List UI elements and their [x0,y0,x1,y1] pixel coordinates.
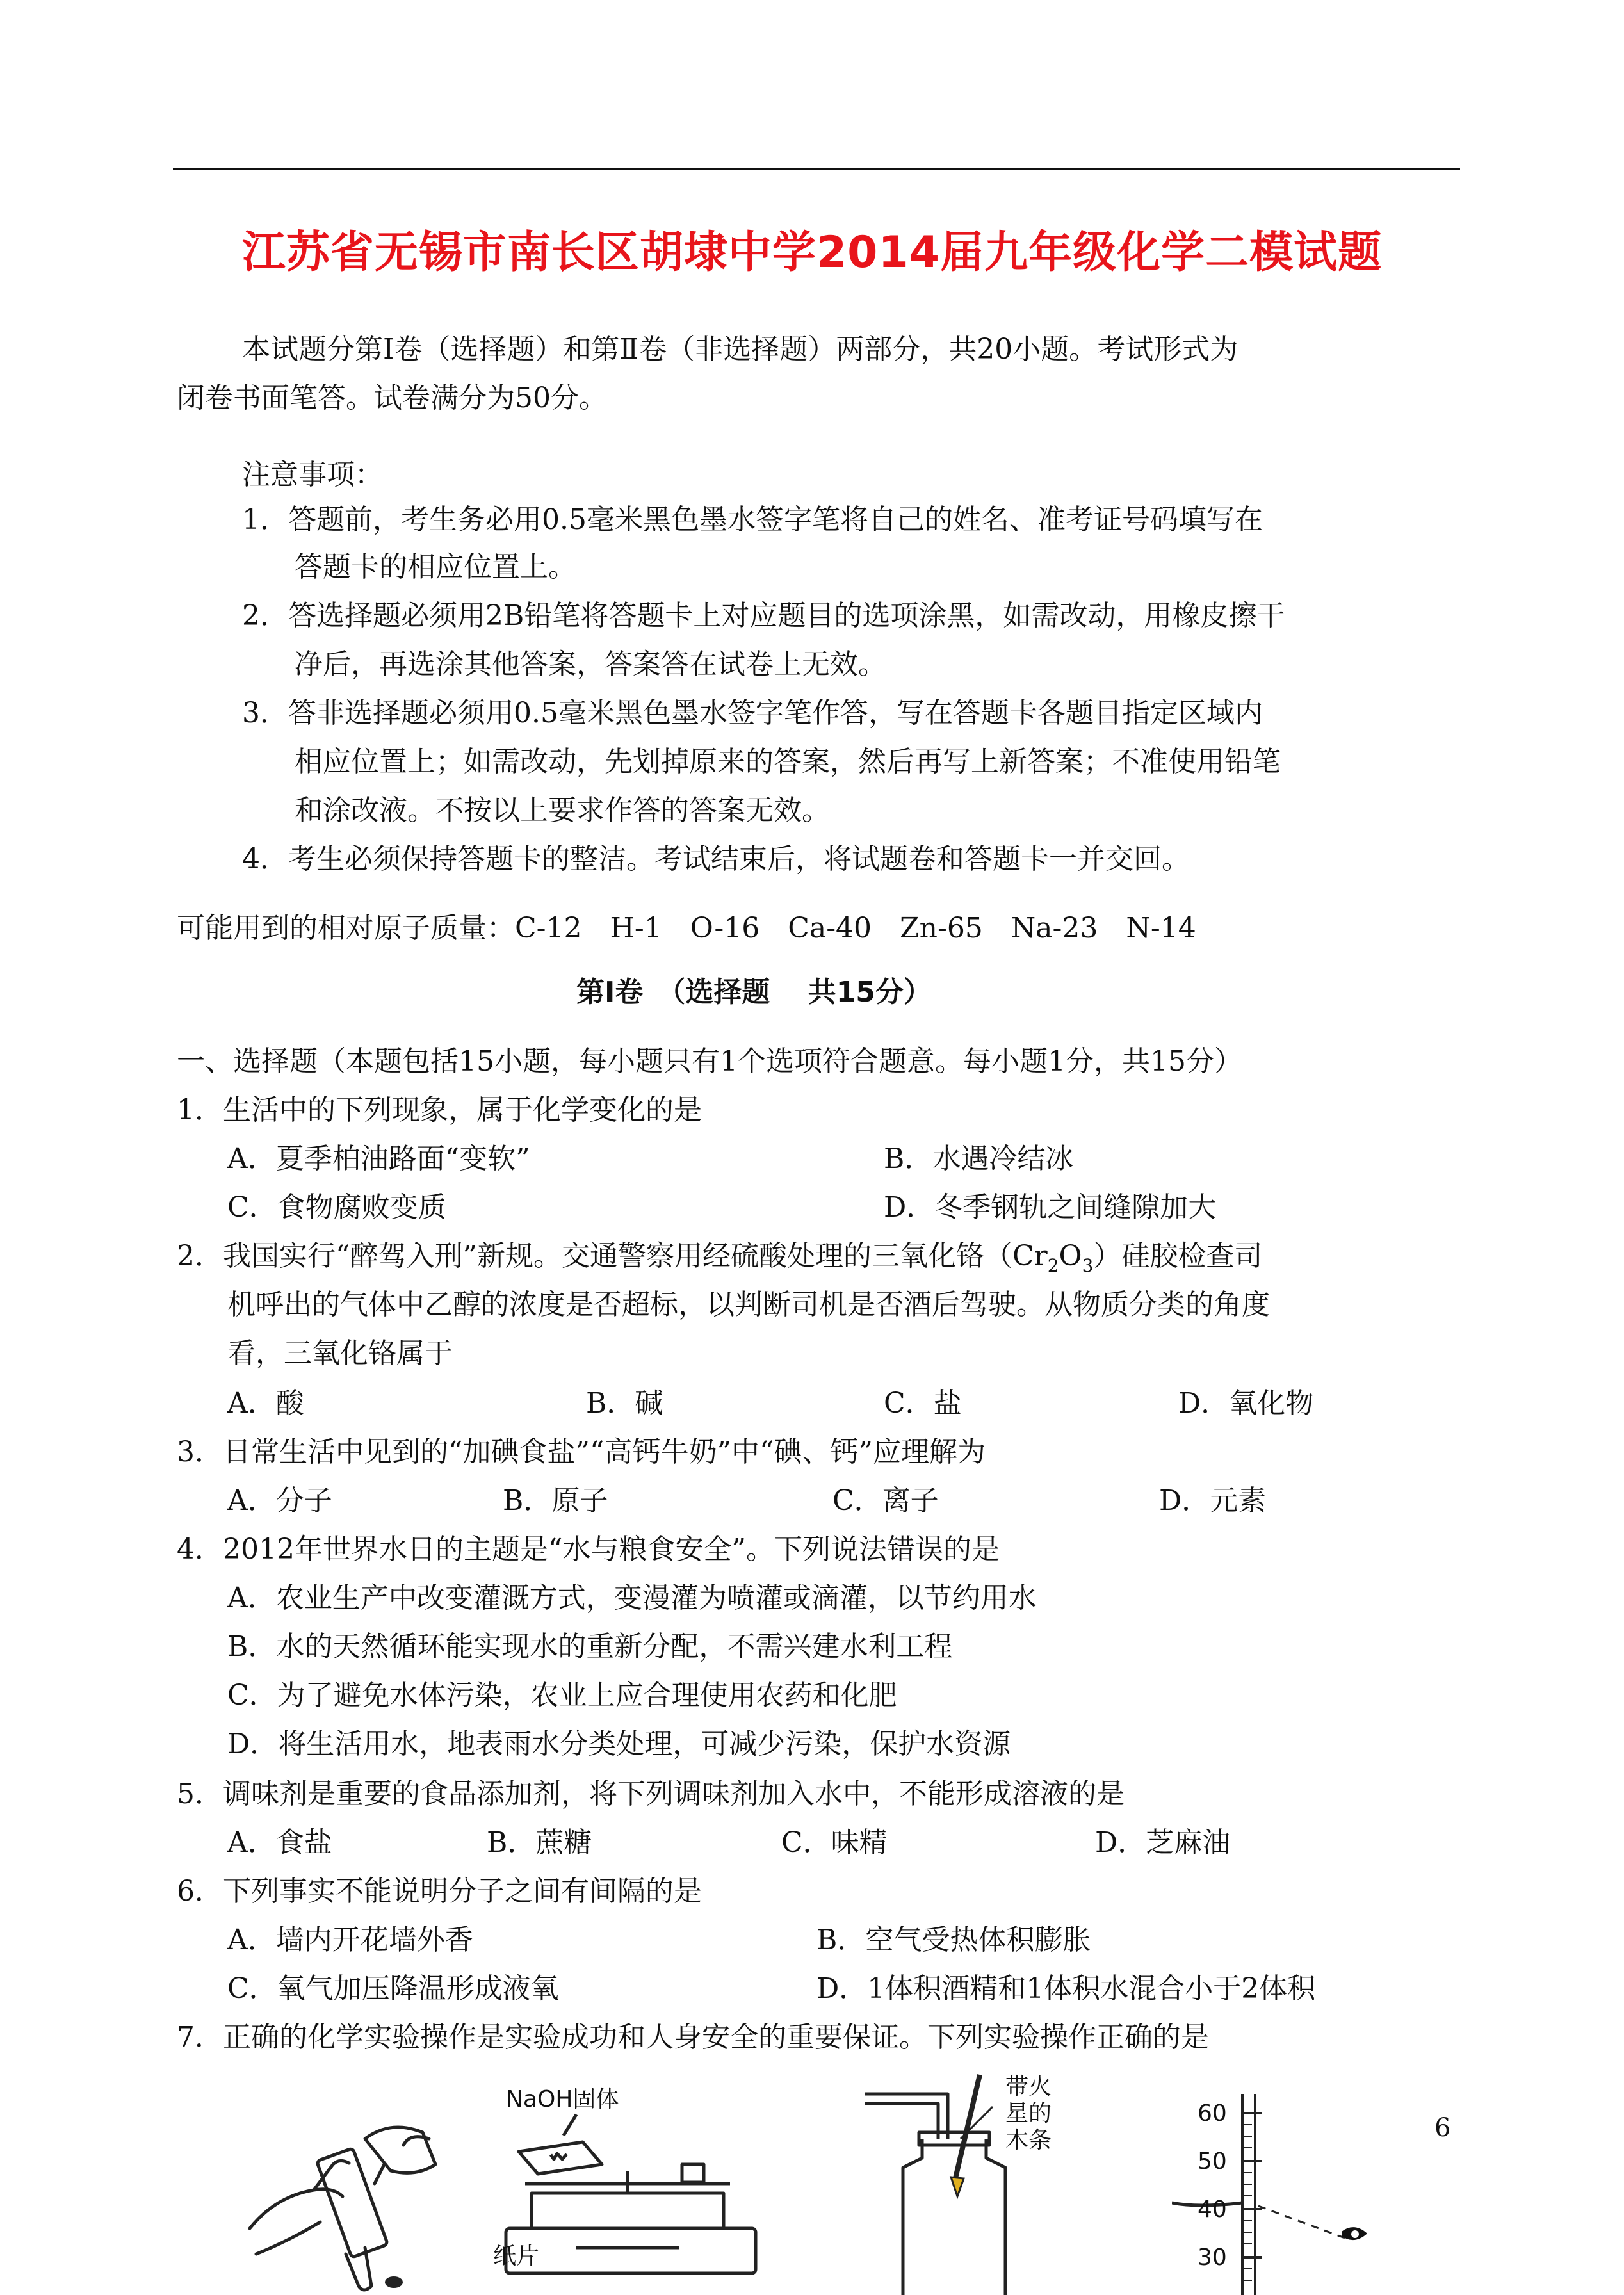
figure-cylinder-reading [1172,2094,1402,2295]
option-c: C．味精 [781,1826,888,1859]
option-d: D．元素 [1159,1484,1267,1517]
option-a: A．食盐 [227,1826,332,1859]
option-c: C．食物腐败变质 [227,1191,446,1224]
figure-gas-jar-splint [858,2068,1101,2295]
paper-label: 纸片 [493,2243,540,2269]
intro-line-2: 闭卷书面笔答。试卷满分为50分。 [177,382,607,414]
splint-label-1: 带火 [1005,2073,1052,2100]
question-stem: 1．生活中的下列现象，属于化学变化的是 [177,1094,702,1126]
question-stem-cont: 看，三氧化铬属于 [227,1337,453,1370]
cylinder-tick-30: 30 [1198,2244,1227,2271]
notice-item: 答题卡的相应位置上。 [295,551,576,583]
cylinder-tick-60: 60 [1198,2100,1227,2127]
option-a: A．墙内开花墙外香 [227,1924,473,1956]
cylinder-tick-40: 40 [1198,2196,1227,2223]
question-stem-cont: 机呼出的气体中乙醇的浓度是否超标，以判断司机是否酒后驾驶。从物质分类的角度 [227,1288,1270,1321]
option-c: C．为了避免水体污染，农业上应合理使用农药和化肥 [227,1679,897,1712]
section-title: 第Ⅰ卷 （选择题 共15分） [576,976,932,1009]
option-b: B．水的天然循环能实现水的重新分配，不需兴建水利工程 [227,1630,953,1663]
option-b: B．碱 [586,1387,663,1420]
option-b: B．原子 [503,1484,608,1517]
question-stem: 7．正确的化学实验操作是实验成功和人身安全的重要保证。下列实验操作正确的是 [177,2021,1209,2054]
option-b: B．空气受热体积膨胀 [816,1924,1091,1956]
option-b: B．水遇冷结冰 [884,1142,1074,1175]
question-stem [177,1237,1262,1285]
figure-balance-naoh [493,2081,768,2295]
option-c: C．离子 [832,1484,939,1517]
subscript: 2 [1047,1254,1059,1276]
option-a: A．农业生产中改变灌溉方式，变漫灌为喷灌或滴灌，以节约用水 [227,1582,1037,1614]
option-a: A．酸 [227,1387,304,1420]
notice-item: 净后，再选涂其他答案，答案答在试卷上无效。 [295,648,886,681]
subscript: 3 [1082,1254,1094,1276]
stem-text: O [1059,1240,1082,1272]
option-a: A．夏季柏油路面“变软” [227,1142,530,1175]
option-c: C．氧气加压降温形成液氧 [227,1972,559,2005]
question-stem: 6．下列事实不能说明分子之间有间隔的是 [177,1875,702,1908]
splint-label-3: 木条 [1005,2127,1052,2153]
question-stem: 5．调味剂是重要的食品添加剂，将下列调味剂加入水中，不能形成溶液的是 [177,1778,1125,1810]
stem-text: ）硅胶检查司 [1093,1240,1263,1272]
page-number: 6 [1434,2113,1451,2143]
section-instructions: 一、选择题（本题包括15小题，每小题只有1个选项符合题意。每小题1分，共15分） [177,1045,1242,1078]
option-d: D．1体积酒精和1体积水混合小于2体积 [816,1972,1316,2005]
question-stem: 3．日常生活中见到的“加碘食盐”“高钙牛奶”中“碘、钙”应理解为 [177,1436,986,1468]
notice-item: 和涂改液。不按以上要求作答的答案无效。 [295,794,830,827]
option-d: D．将生活用水，地表雨水分类处理，可减少污染，保护水资源 [227,1728,1011,1760]
option-d: D．芝麻油 [1095,1826,1231,1859]
splint-label-2: 星的 [1005,2100,1052,2127]
header-rule [173,168,1460,170]
notice-item: 2．答选择题必须用2B铅笔将答题卡上对应题目的选项涂黑，如需改动，用橡皮擦干 [242,599,1285,632]
stem-text: 2．我国实行“醉驾入刑”新规。交通警察用经硫酸处理的三氧化铬（Cr [177,1240,1048,1272]
notice-heading: 注意事项： [242,458,383,491]
option-d: D．冬季钢轨之间缝隙加大 [884,1191,1217,1224]
option-b: B．蔗糖 [487,1826,592,1859]
notice-item: 3．答非选择题必须用0.5毫米黑色墨水签字笔作答，写在答题卡各题目指定区域内 [242,697,1263,729]
option-a: A．分子 [227,1484,332,1517]
document-title: 江苏省无锡市南长区胡埭中学2014届九年级化学二模试题 [241,227,1383,278]
naoh-label: NaOH固体 [506,2086,619,2113]
notice-item: 相应位置上；如需改动，先划掉原来的答案，然后再写上新答案；不准使用铅笔 [295,745,1281,778]
cylinder-tick-50: 50 [1198,2148,1227,2175]
notice-item: 1．答题前，考生务必用0.5毫米黑色墨水签字笔将自己的姓名、准考证号码填写在 [242,503,1263,536]
question-stem: 4．2012年世界水日的主题是“水与粮食安全”。下列说法错误的是 [177,1533,1000,1566]
intro-line-1: 本试题分第Ⅰ卷（选择题）和第Ⅱ卷（非选择题）两部分，共20小题。考试形式为 [242,333,1238,366]
figure-pouring-liquid [237,2094,480,2295]
option-d: D．氧化物 [1178,1387,1314,1420]
option-c: C．盐 [884,1387,962,1420]
notice-item: 4．考生必须保持答题卡的整洁。考试结束后，将试题卷和答题卡一并交回。 [242,843,1190,875]
atomic-masses: 可能用到的相对原子质量：C-12 H-1 O-16 Ca-40 Zn-65 Na-23 N-14 [177,912,1196,945]
